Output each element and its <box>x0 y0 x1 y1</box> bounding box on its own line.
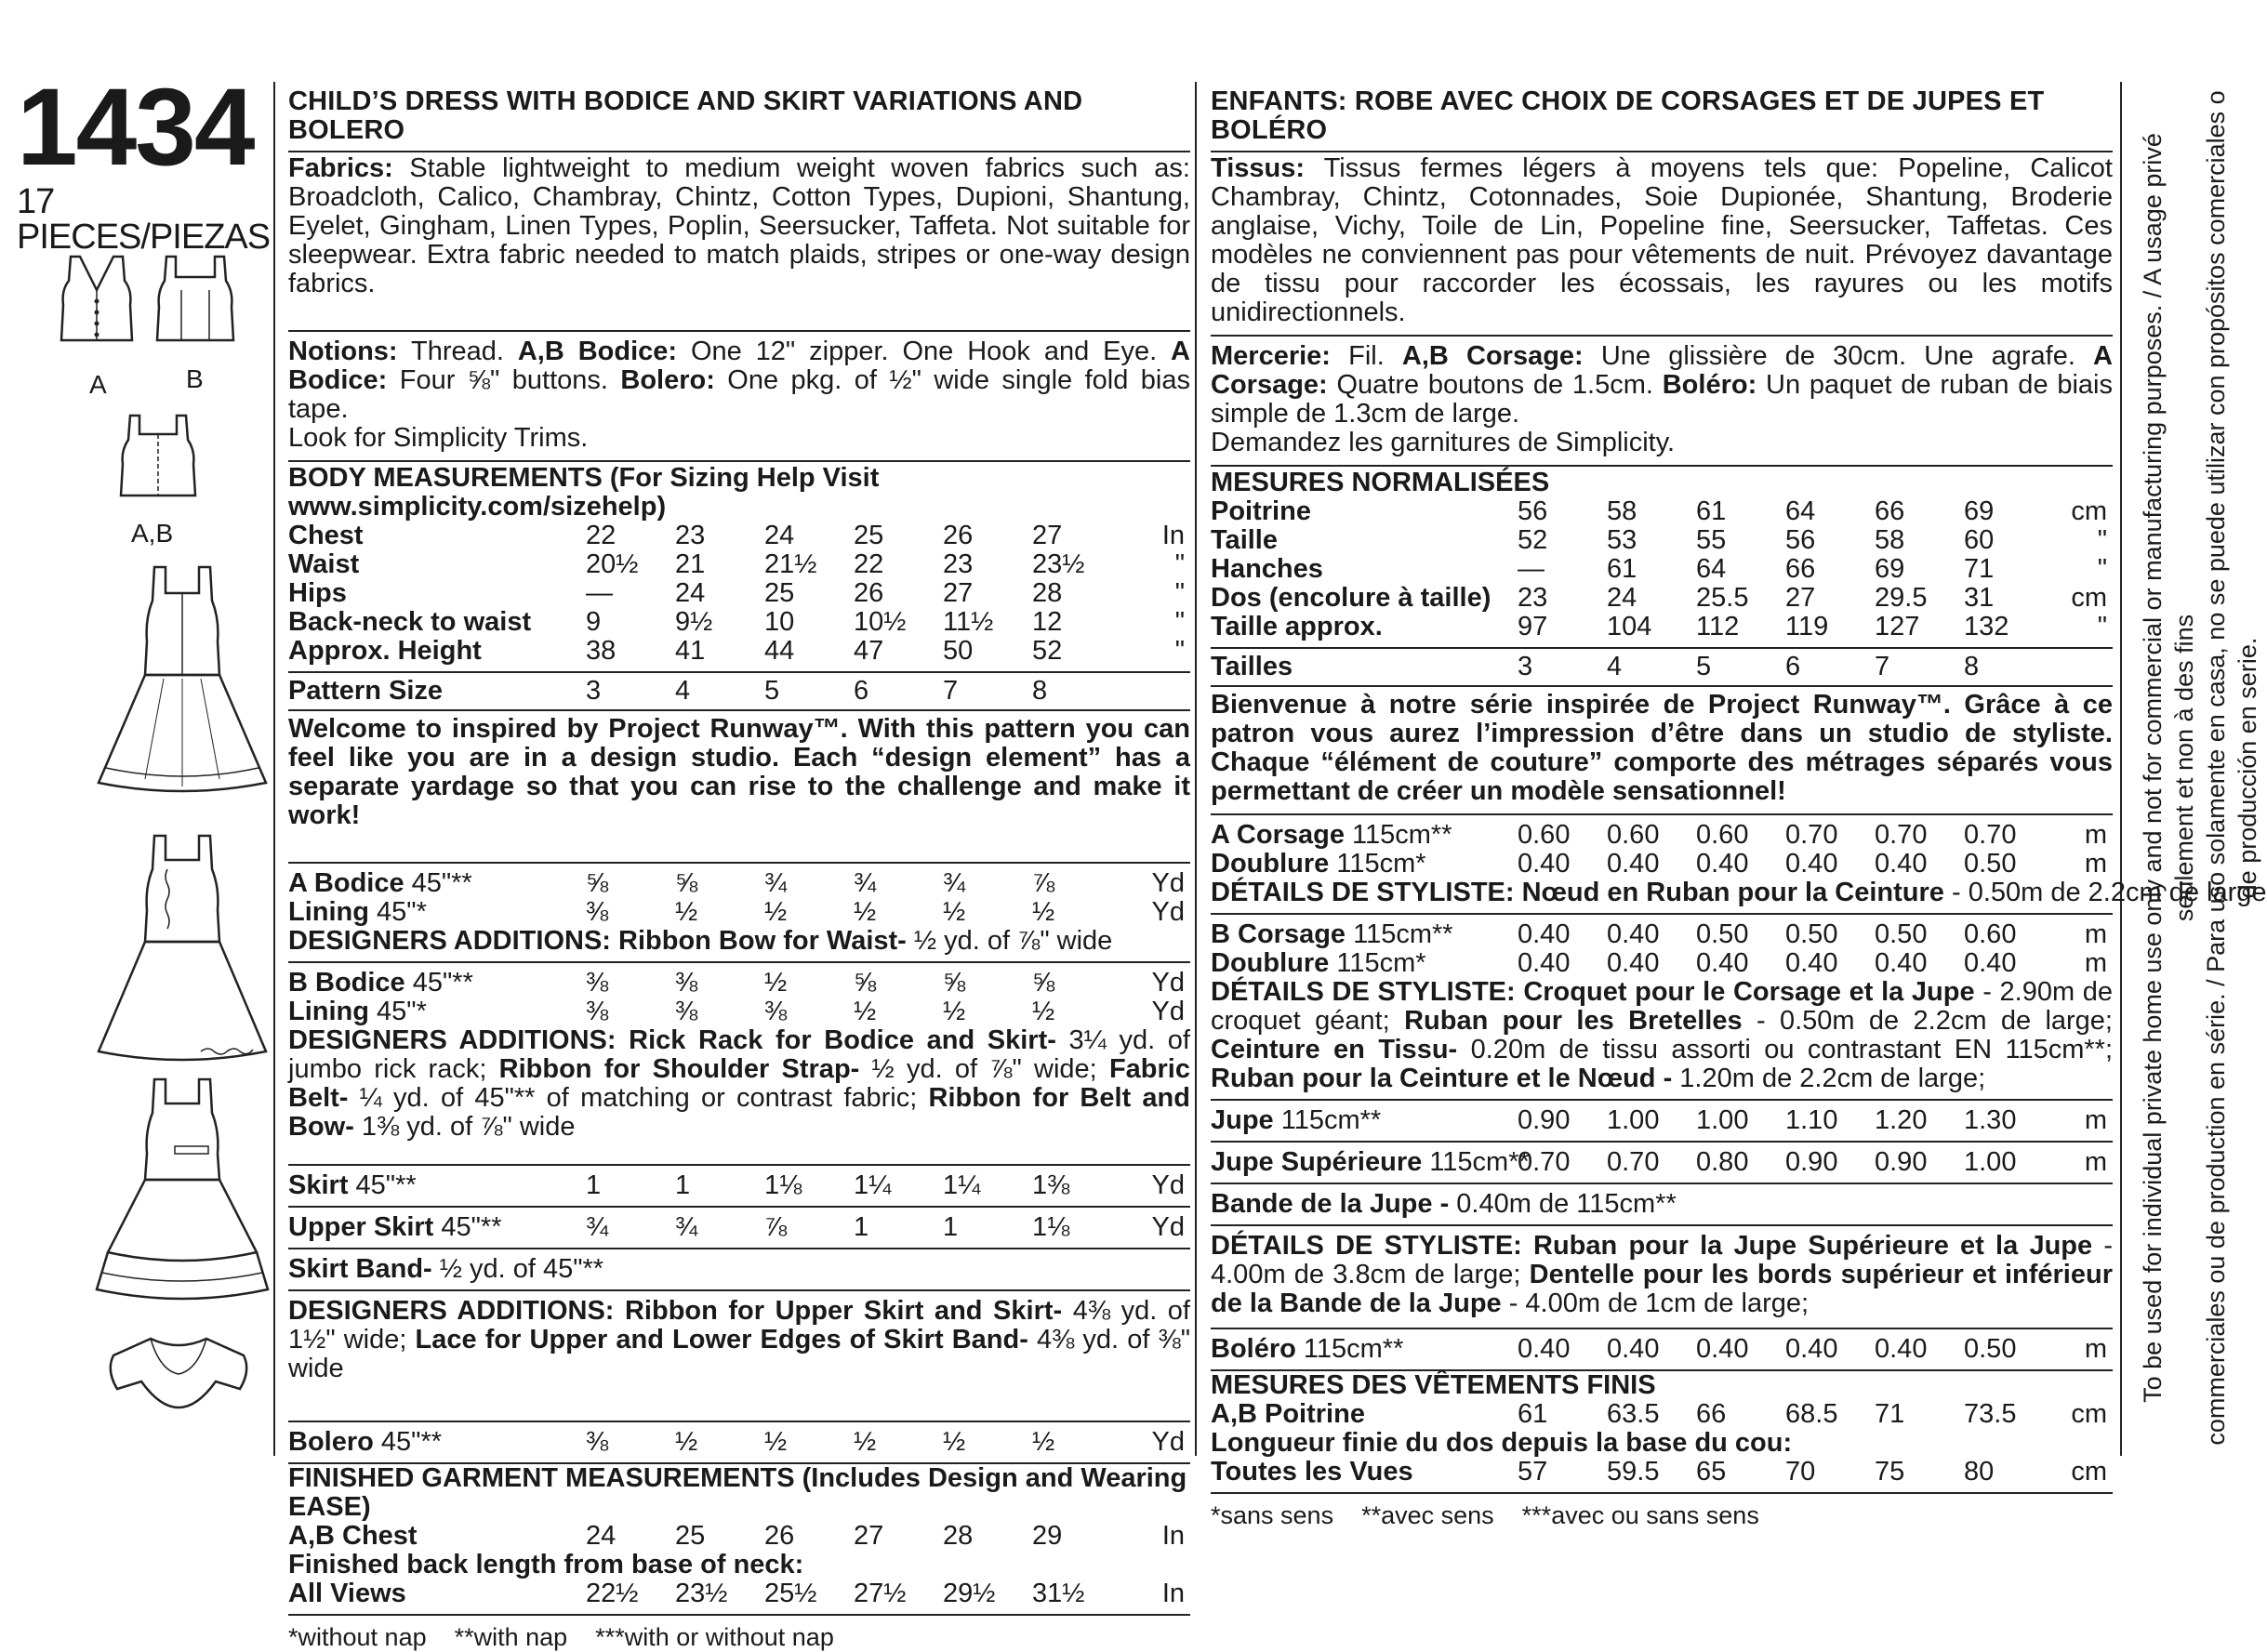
en-fabrics-text: Stable lightweight to medium weight woven fabrics such as: Broadcloth, Calico, Chambray, Chintz, Cotton Types, Dupioni, Shantung, Eyelet, Gingham, Linen Types, Poplin, Seersucker, Taffeta. Not suitable for sleepwear. Extra fabric needed to match plaids, stripes or one-way design fabrics. <box>288 153 1190 298</box>
en-notions-5: Look for Simplicity Trims. <box>288 423 589 453</box>
fr-notions-ab: A,B Corsage: <box>1401 341 1584 371</box>
table-row: Waist 20½ 21 21½ 22 23 23½ " <box>288 549 1185 579</box>
fr-notions-bolero: Boléro: <box>1662 370 1757 400</box>
table-row: Back-neck to waist 9 9½ 10 10½ 11½ 12 " <box>288 607 1185 637</box>
fr-welcome: Bienvenue à notre série inspirée de Project Runway™. Grâce à ce patron vous aurez l’impression d’être dans un studio de styliste. Chaque “élément de couture” comporte des métrages séparés vous permettant de créer un modèle sensationnel! <box>1211 690 2113 806</box>
fr-body-table <box>1211 497 2113 647</box>
fr-notions-2: Une glissière de 30cm. Une agrafe. <box>1583 341 2094 371</box>
en-body-table <box>288 522 1190 671</box>
en-b-bodice-block: B Bodice 45"** ⅜ ⅜ ½ ⅝ ⅝ ⅝ Yd Lining 45"* ⅜ ⅜ ⅜ ½ ½ ½ Yd DESIGNERS ADDITIONS: Rick Rack for Bodice and Skirt- 3¼ yd. of jumbo rick rack; Ribbon for Shoulder Strap- ½ yd. of ⅞" wide; Fabric Belt- ¼ yd. of 45"** of matching or contrast fabric; Ribbon for Belt and Bow- 1⅜ yd. of ⅞" wide <box>288 968 1190 1142</box>
table-row: Taille 52 53 55 56 58 60 " <box>1211 525 2107 555</box>
divider-left <box>273 82 275 1456</box>
fr-fabrics-text: Tissus fermes légers à moyens tels que: Popeline, Calicot Chambray, Chintz, Cotonnades, Soie Dupionée, Shantung, Broderie anglaise, Vichy, Toile de Lin, Popeline fine, Seersucker, Taffetas. Ces modèles ne conviennent pas pour vêtements de nuit. Prévoyez davantage de tissu pour raccorder les écossais, les rayures ou les motifs unidirectionnels. <box>1211 153 2113 327</box>
bodice-a-sketch <box>58 253 136 346</box>
fr-skirt-additions: DÉTAILS DE STYLISTE: Ruban pour la Jupe Supérieure et la Jupe - 4.00m de 3.8cm de large; Dentelle pour les bords supérieur et inférieur de la Bande de la Jupe - 4.00m de 1cm de large; <box>1211 1231 2113 1318</box>
en-title: CHILD’S DRESS WITH BODICE AND SKIRT VARIATIONS AND BOLERO <box>288 86 1083 145</box>
en-notions-ab: A,B Bodice: <box>517 337 678 366</box>
en-notions-3: Four ⅝" buttons. <box>387 365 621 395</box>
fr-b-bodice-block: B Corsage 115cm** 0.40 0.40 0.50 0.50 0.50 0.60 m Doublure 115cm* 0.40 0.40 0.40 0.40 0.40 0.40 m DÉTAILS DE STYLISTE: Croquet pour le Corsage et la Jupe - 2.90m de croquet géant; Ruban pour les Bretelles - 0.50m de 2.2cm de large; Ceinture en Tissu- 0.20m de tissu assorti ou contrastant EN 115cm**; Ruban pour la Ceinture et le Nœud - 1.20m de 2.2cm de large; <box>1211 919 2114 1093</box>
table-row: Taille approx. 97 104 112 119 127 132 " <box>1211 612 2107 641</box>
en-notions-label: Notions: <box>288 337 398 366</box>
en-a-bodice-block: A Bodice 45"** ⅝ ⅝ ¾ ¾ ¾ ⅞ Yd Lining 45"* ⅜ ½ ½ ½ ½ ½ Yd DESIGNERS ADDITIONS: Ribbon Bow for Waist- ½ yd. of ⅞" wide <box>288 868 1185 956</box>
fr-skirt-band: Bande de la Jupe - 0.40m de 115cm** <box>1211 1189 1677 1219</box>
fr-fabrics-label: Tissus: <box>1211 153 1306 183</box>
table-row: Approx. Height 38 41 44 47 50 52 " <box>288 636 1185 666</box>
view-label-b: B <box>186 364 204 393</box>
en-finished-block: FINISHED GARMENT MEASUREMENTS (Includes Design and Wearing EASE) A,B Chest 24 25 26 27 28 29 In Finished back length from base of neck: All Views 22½ 23½ 25½ 27½ 29½ 31½ In <box>288 1463 1187 1608</box>
fr-notions-3: Quatre boutons de 1.5cm. <box>1327 370 1663 400</box>
en-notions-bolero: Bolero: <box>620 365 715 395</box>
fr-finished-block: MESURES DES VÊTEMENTS FINIS A,B Poitrine 61 63.5 66 68.5 71 73.5 cm Longueur finie du dos depuis la base du cou: Toutes les Vues 57 59.5 65 70 75 80 cm <box>1211 1370 2107 1487</box>
table-row: Chest 22 23 24 25 26 27 In <box>288 521 1185 550</box>
piece-count: 17 PIECES/PIEZAS <box>17 182 271 257</box>
bodice-b-sketch <box>153 253 237 346</box>
en-skirt-band: Skirt Band- ½ yd. of 45"** <box>288 1254 604 1284</box>
en-body-title: BODY MEASUREMENTS (For Sizing Help Visit www.simplicity.com/sizehelp) <box>288 463 880 522</box>
en-size-row: Pattern Size 3 4 5 6 7 8 <box>288 676 1048 706</box>
english-column <box>288 82 1190 1652</box>
fr-notions-1: Fil. <box>1330 341 1402 371</box>
fr-footnote: *sans sens **avec sens ***avec ou sans sens <box>1211 1501 1759 1529</box>
fr-skirt-row: Jupe 115cm** 0.90 1.00 1.00 1.10 1.20 1.30 m <box>1211 1105 2107 1135</box>
fr-upper-skirt-row: Jupe Supérieure 115cm** 0.70 0.70 0.80 0.90 0.90 1.00 m <box>1211 1147 2107 1177</box>
table-row: Dos (encolure à taille) 23 24 25.5 27 29.5 31 cm <box>1211 583 2107 613</box>
dress-b-sketch <box>89 832 275 1066</box>
view-label-a: A <box>89 370 107 399</box>
en-welcome: Welcome to inspired by Project Runway™. With this pattern you can feel like you are in a design studio. Each “design element” has a separate yardage so that you can rise to the challenge and make it work! <box>288 714 1190 830</box>
en-notions-4: One pkg. of ½" wide single fold bias tape. <box>288 365 1190 424</box>
en-skirt-row: Skirt 45"** 1 1 1⅛ 1¼ 1¼ 1⅜ Yd <box>288 1170 1185 1200</box>
fr-body-title: MESURES NORMALISÉES <box>1211 468 1550 497</box>
bolero-sketch <box>104 1333 253 1413</box>
table-row: Poitrine 56 58 61 64 66 69 cm <box>1211 496 2107 526</box>
fr-a-bodice-block: A Corsage 115cm** 0.60 0.60 0.60 0.70 0.70 0.70 m Doublure 115cm* 0.40 0.40 0.40 0.40 0.40 0.50 m DÉTAILS DE STYLISTE: Nœud en Ruban pour la Ceinture - 0.50m de 2.2cm de large <box>1211 820 2267 907</box>
fr-bolero-row: Boléro 115cm** 0.40 0.40 0.40 0.40 0.40 0.50 m <box>1211 1334 2107 1364</box>
usage-disclaimer: To be used for individual private home use only and not for commercial or manufacturing purposes. / A usage privé seulement et non à des fins commerciales ou de production en série. / Para uso solamente en casa, no se puede utilizar con propósitos comerciales o de producción en serie. <box>2139 90 2261 1446</box>
en-notions-a: A Bodice: <box>288 337 1190 395</box>
view-label-ab: A,B <box>131 519 174 548</box>
fr-notions-5: Demandez les garnitures de Simplicity. <box>1211 428 1676 457</box>
fr-size-row: Tailles 3 4 5 6 7 8 <box>1211 652 1980 681</box>
fr-notions-label: Mercerie: <box>1211 341 1331 371</box>
dress-a-sketch <box>89 563 275 798</box>
en-notions-2: One 12" zipper. One Hook and Eye. <box>677 337 1172 366</box>
en-notions-1: Thread. <box>397 337 518 366</box>
bodice-back-sketch <box>117 412 199 501</box>
table-row: Hanches — 61 64 66 69 71 " <box>1211 554 2107 584</box>
table-row: Hips — 24 25 26 27 28 " <box>288 578 1185 608</box>
en-bolero-row: Bolero 45"** ⅜ ½ ½ ½ ½ ½ Yd <box>288 1427 1185 1457</box>
pattern-number: 1434 <box>17 66 254 189</box>
dress-c-sketch <box>89 1076 275 1308</box>
divider-middle <box>1195 82 1197 1456</box>
divider-right <box>2120 82 2122 1456</box>
fr-notions-4: Un paquet de ruban de biais simple de 1.3cm de large. <box>1211 370 2113 429</box>
en-footnote: *without nap **with nap ***with or without nap <box>288 1623 834 1651</box>
en-fabrics-label: Fabrics: <box>288 153 393 183</box>
fr-notions-a: A Corsage: <box>1211 341 2113 400</box>
en-skirt-additions: DESIGNERS ADDITIONS: Ribbon for Upper Skirt and Skirt- 4⅜ yd. of 1½" wide; Lace for Upper and Lower Edges of Skirt Band- 4⅜ yd. of ⅜" wide <box>288 1296 1190 1383</box>
en-upper-skirt-row: Upper Skirt 45"** ¾ ¾ ⅞ 1 1 1⅛ Yd <box>288 1212 1185 1242</box>
fr-title: ENFANTS: ROBE AVEC CHOIX DE CORSAGES ET DE JUPES ET BOLÉRO <box>1211 86 2045 145</box>
